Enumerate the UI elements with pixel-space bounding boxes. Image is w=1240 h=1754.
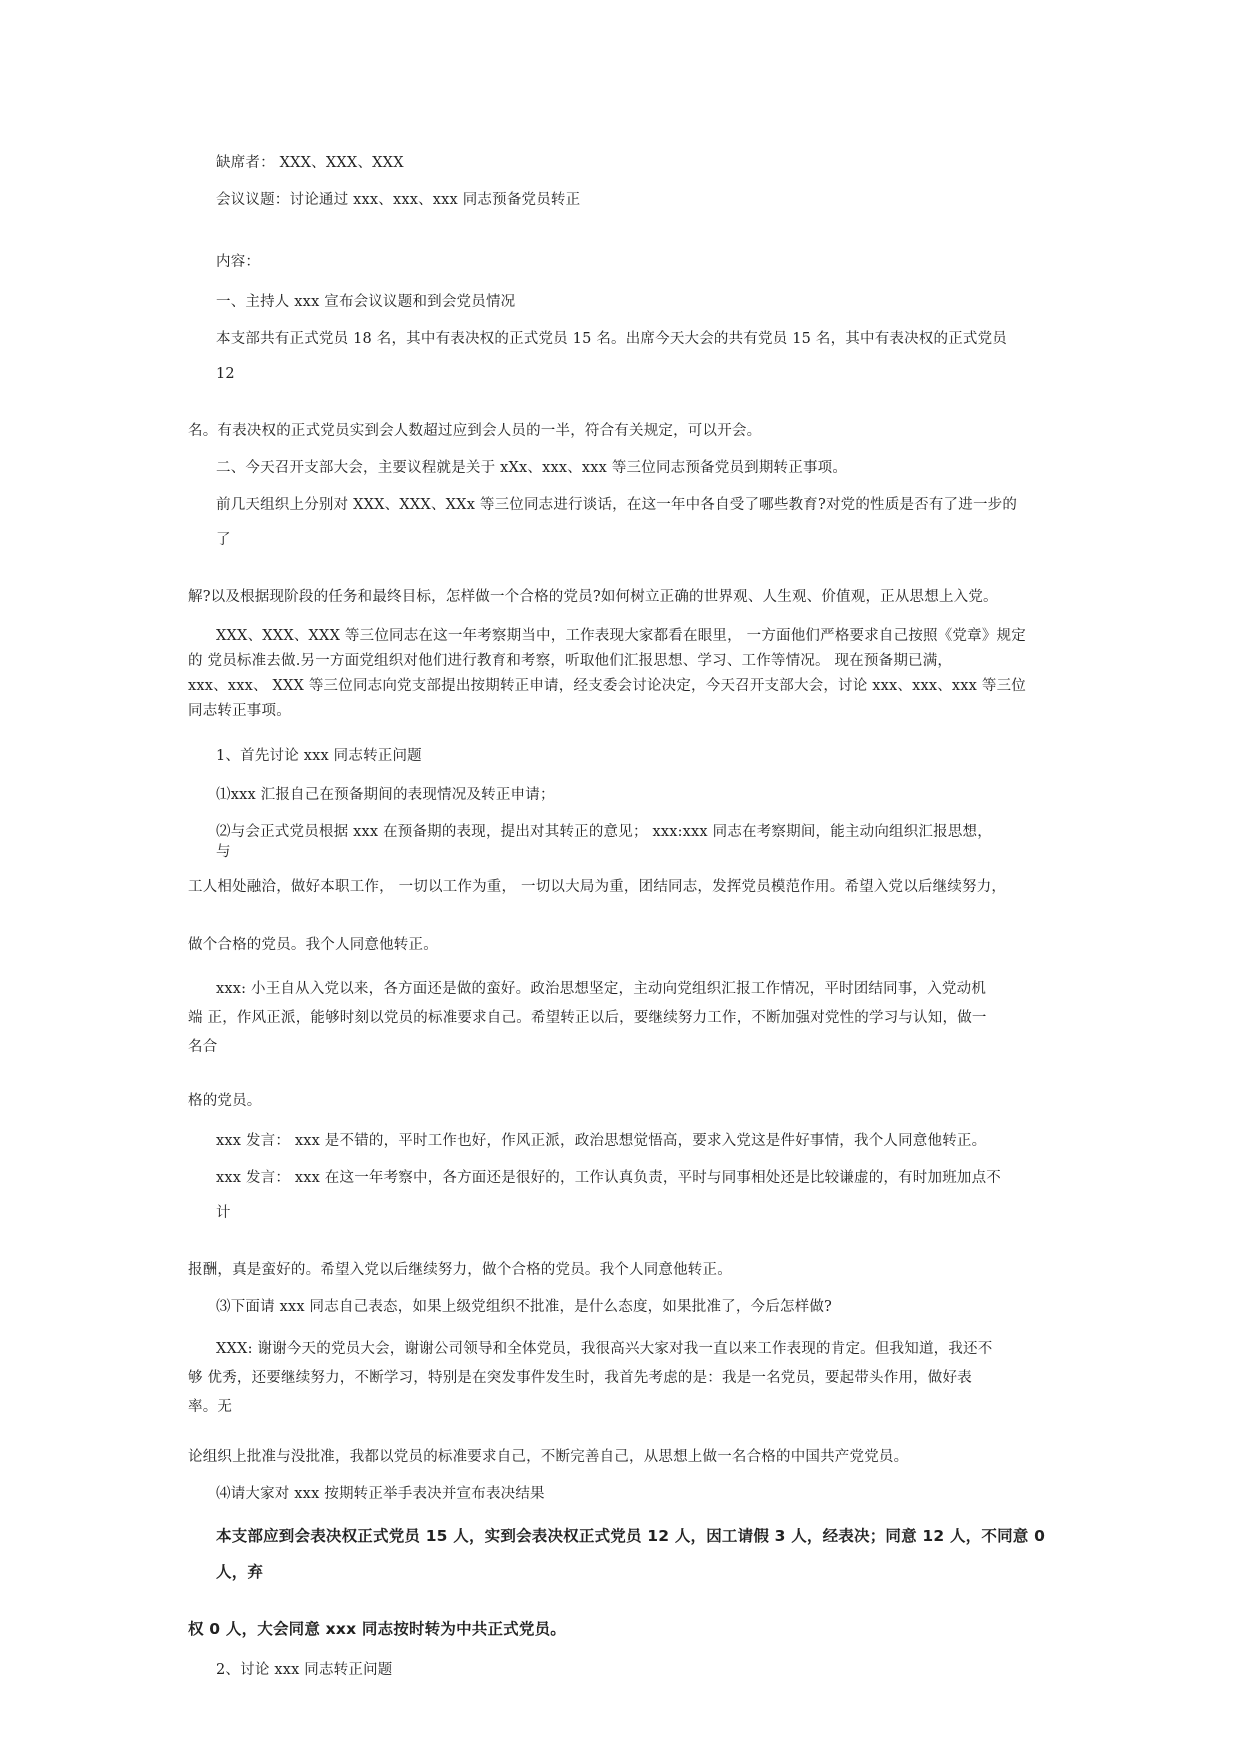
section-two-heading: 二、今天召开支部大会，主要议程就是关于 xXx、xxx、xxx 等三位同志预备党员到期转正事项。	[216, 460, 848, 476]
vote-result-line: 权 0 人，大会同意 xxx 同志按时转为中共正式党员。	[188, 1620, 566, 1638]
sub-item-2: ⑵与会正式党员根据 xxx 在预备期的表现，提出对其转正的意见； xxx:xxx 同志在考察期间，能主动向组织汇报思想，	[216, 824, 992, 840]
paragraph-line: 计	[216, 1205, 231, 1221]
paragraph-line: 12	[216, 366, 235, 382]
paragraph-line: 了	[216, 532, 231, 548]
item-one-heading: 1、首先讨论 xxx 同志转正问题	[216, 748, 422, 764]
paragraph-line: 解?以及根据现阶段的任务和最终目标，怎样做一个合格的党员?如何树立正确的世界观、人生观、价值观，正从思想上入党。	[188, 589, 998, 605]
content-heading: 内容：	[216, 254, 261, 270]
paragraph-line: 本支部共有正式党员 18 名，其中有表决权的正式党员 15 名。出席今天大会的共有党员 15 名，其中有表决权的正式党员	[216, 331, 1008, 347]
paragraph-line: 论组织上批准与没批准，我都以党员的标准要求自己，不断完善自己，从思想上做一名合格的中国共产党党员。	[188, 1449, 909, 1465]
paragraph-line: 做个合格的党员。我个人同意他转正。	[188, 937, 438, 953]
sub-item-4: ⑷请大家对 xxx 按期转正举手表决并宣布表决结果	[216, 1486, 545, 1502]
paragraph-line: 与	[216, 844, 231, 860]
paragraph-line: xxx、xxx、 XXX 等三位同志向党支部提出按期转正申请，经支委会讨论决定，今天召开支部大会，讨论 xxx、xxx、xxx 等三位	[188, 678, 1026, 694]
section-one-heading: 一、主持人 xxx 宣布会议议题和到会党员情况	[216, 294, 516, 310]
paragraph-line: 端 正，作风正派，能够时刻以党员的标准要求自己。希望转正以后，要继续努力工作，不断加强对党性的学习与认知，做一	[188, 1010, 987, 1026]
absentees-line: 缺席者： XXX、XXX、XXX	[216, 155, 404, 171]
paragraph-line: 名。有表决权的正式党员实到会人数超过应到会人员的一半，符合有关规定，可以开会。	[188, 423, 762, 439]
paragraph-line: 够 优秀，还要继续努力，不断学习，特别是在突发事件发生时，我首先考虑的是：我是一名党员，要起带头作用，做好表	[188, 1370, 972, 1386]
sub-item-1: ⑴xxx 汇报自己在预备期间的表现情况及转正申请；	[216, 787, 555, 803]
paragraph-line: 率。无	[188, 1399, 233, 1415]
speech-line: xxx 发言： xxx 在这一年考察中，各方面还是很好的，工作认真负责，平时与同事相处还是比较谦虚的，有时加班加点不	[216, 1170, 1001, 1186]
vote-result-line: 本支部应到会表决权正式党员 15 人，实到会表决权正式党员 12 人，因工请假 3 人，经表决；同意 12 人，不同意 0	[216, 1527, 1046, 1545]
paragraph-line: 报酬，真是蛮好的。希望入党以后继续努力，做个合格的党员。我个人同意他转正。	[188, 1262, 732, 1278]
paragraph-line: 工人相处融洽，做好本职工作， 一切以工作为重， 一切以大局为重，团结同志，发挥党员模范作用。希望入党以后继续努力，	[188, 879, 1007, 895]
vote-result-line: 人，弃	[216, 1563, 264, 1581]
paragraph-line: XXX: 谢谢今天的党员大会，谢谢公司领导和全体党员，我很高兴大家对我一直以来工作表现的肯定。但我知道，我还不	[216, 1341, 993, 1357]
paragraph-line: xxx: 小王自从入党以来，各方面还是做的蛮好。政治思想坚定，主动向党组织汇报工作情况，平时团结同事，入党动机	[216, 981, 987, 997]
paragraph-line: XXX、XXX、XXX 等三位同志在这一年考察期当中，工作表现大家都看在眼里， 一方面他们严格要求自己按照《党章》规定	[216, 628, 1026, 644]
paragraph-line: 的 党员标准去做.另一方面党组织对他们进行教育和考察，听取他们汇报思想、学习、工作等情况。 现在预备期已满，	[188, 653, 953, 669]
paragraph-line: 前几天组织上分别对 XXX、XXX、XXx 等三位同志进行谈话，在这一年中各自受了哪些教育?对党的性质是否有了进一步的	[216, 497, 1018, 513]
paragraph-line: 名合	[188, 1039, 218, 1055]
item-two-heading: 2、讨论 xxx 同志转正问题	[216, 1662, 393, 1678]
paragraph-line: 格的党员。	[188, 1093, 262, 1109]
meeting-topic: 会议议题：讨论通过 xxx、xxx、xxx 同志预备党员转正	[216, 192, 581, 208]
paragraph-line: 同志转正事项。	[188, 703, 291, 719]
sub-item-3: ⑶下面请 xxx 同志自己表态，如果上级党组织不批准，是什么态度，如果批准了，今后怎样做?	[216, 1299, 833, 1315]
speech-line: xxx 发言： xxx 是不错的，平时工作也好，作风正派，政治思想觉悟高，要求入党这是件好事情，我个人同意他转正。	[216, 1133, 987, 1149]
